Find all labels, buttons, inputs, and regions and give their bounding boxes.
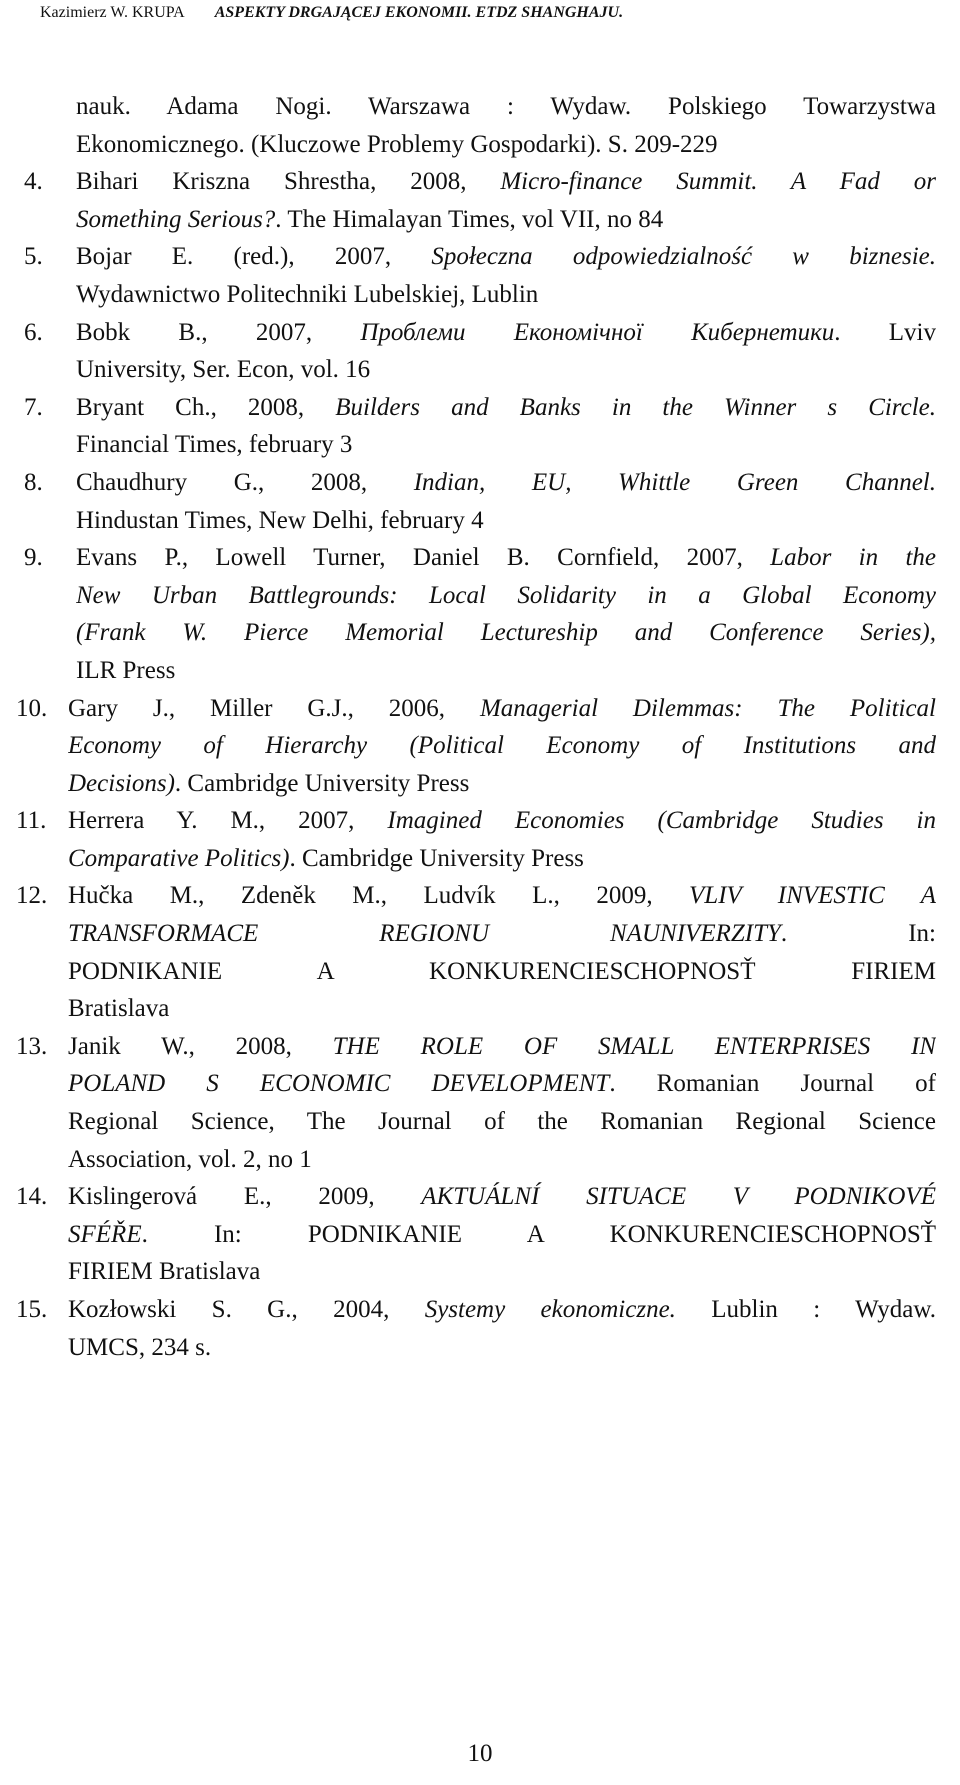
reference-item [16, 1291, 936, 1366]
text-segment: . Romanian Journal of [609, 1070, 936, 1098]
reference-text [68, 1291, 936, 1366]
text-line [68, 727, 936, 765]
reference-text [68, 1178, 936, 1291]
text-segment: ILR Press [76, 656, 176, 684]
italic-segment: Indian, EU, Whittle Green Channel. [413, 468, 936, 496]
text-segment: Wydawnictwo Politechniki Lubelskiej, Lublin [76, 280, 539, 308]
text-segment: FIRIEM Bratislava [68, 1258, 261, 1286]
text-segment: Hindustan Times, New Delhi, february 4 [76, 506, 484, 534]
text-segment: Bratislava [68, 995, 170, 1023]
reference-text [76, 539, 936, 689]
italic-segment: Imagined Economies (Cambridge Studies in [387, 807, 936, 835]
text-line [76, 464, 936, 502]
text-segment: Bihari Kriszna Shrestha, 2008, [76, 168, 501, 196]
reference-text [68, 877, 936, 1027]
text-line [76, 163, 936, 201]
text-line [68, 840, 936, 878]
reference-item [16, 802, 936, 877]
text-segment: PODNIKANIE A KONKURENCIESCHOPNOSŤ FIRIEM [68, 957, 936, 985]
text-line [68, 915, 936, 953]
text-line [68, 990, 936, 1028]
text-line [76, 426, 936, 464]
header-title: ASPEKTY DRGAJĄCEJ EKONOMII. ETDZ SHANGHAJU. [214, 4, 624, 21]
text-line [76, 126, 936, 164]
italic-segment: Economy of Hierarchy (Political Economy of Institutions and [68, 732, 936, 760]
reference-item [16, 1028, 936, 1178]
text-segment: Bojar E. (red.), 2007, [76, 243, 432, 271]
text-line [76, 201, 936, 239]
text-segment: Janik W., 2008, [68, 1032, 333, 1060]
text-line [76, 351, 936, 389]
text-segment: Gary J., Miller G.J., 2006, [68, 694, 480, 722]
italic-segment: Managerial Dilemmas: The Political [479, 694, 936, 722]
text-line [76, 502, 936, 540]
text-line [68, 1253, 936, 1291]
text-segment: Bryant Ch., 2008, [76, 393, 336, 421]
italic-segment: New Urban Battlegrounds: Local Solidarity in a Global Economy [76, 581, 936, 609]
text-line [68, 690, 936, 728]
reference-number: 11. [16, 807, 47, 835]
reference-item [24, 464, 936, 539]
italic-segment: Decisions) [68, 769, 175, 797]
italic-segment: Micro-finance Summit. A Fad or [500, 168, 936, 196]
text-segment: Association, vol. 2, no 1 [68, 1145, 312, 1173]
italic-segment: Społeczna odpowiedzialność w biznesie. [431, 243, 936, 271]
text-segment: . The Himalayan Times, vol VII, no 84 [275, 205, 664, 233]
italic-segment: Systemy ekonomiczne. [424, 1296, 676, 1323]
text-segment: . Cambridge University Press [174, 769, 470, 797]
text-segment: Hučka M., Zdeněk M., Ludvík L., 2009, [68, 882, 690, 910]
text-line [76, 539, 936, 577]
reference-item [24, 238, 936, 313]
text-line [68, 877, 936, 915]
reference-number: 7. [24, 393, 43, 421]
reference-number: 5. [24, 243, 43, 271]
reference-list [16, 88, 936, 1366]
reference-number: 8. [24, 468, 43, 496]
italic-segment: TRANSFORMACE REGIONU NAUNIVERZITY [68, 920, 781, 948]
text-line [68, 1329, 936, 1367]
reference-number: 12. [16, 882, 48, 910]
text-line [68, 1291, 936, 1329]
reference-item [24, 389, 936, 464]
reference-item [16, 877, 936, 1027]
reference-text [76, 464, 936, 539]
text-line [68, 1216, 936, 1254]
reference-item [24, 539, 936, 689]
text-segment: Kislingerová E., 2009, [68, 1183, 422, 1211]
text-line [68, 953, 936, 991]
reference-number: 6. [24, 318, 43, 346]
italic-segment: Labor in the [770, 544, 936, 572]
text-segment: University, Ser. Econ, vol. 16 [76, 356, 371, 384]
text-line [76, 614, 936, 652]
reference-text [76, 389, 936, 464]
header-author: Kazimierz W. KRUPA [40, 4, 185, 21]
text-segment: . Lviv [834, 318, 936, 346]
reference-text [68, 802, 936, 877]
text-line [76, 88, 936, 126]
text-line [68, 1028, 936, 1066]
reference-item [16, 690, 936, 803]
italic-segment: Проблеми Економічної Кибернетики [360, 318, 835, 346]
reference-item [24, 163, 936, 238]
reference-text [68, 1028, 936, 1178]
text-segment: Evans P., Lowell Turner, Daniel B. Cornfield, 2007, [76, 544, 771, 572]
italic-segment: AKTUÁLNÍ SITUACE V PODNIKOVÉ [421, 1183, 936, 1211]
text-line [76, 577, 936, 615]
text-line [68, 1141, 936, 1179]
italic-segment: SFÉŘE [68, 1220, 142, 1248]
text-segment: UMCS, 234 s. [68, 1333, 212, 1361]
reference-text [68, 690, 936, 803]
text-line [76, 652, 936, 690]
italic-segment: POLAND S ECONOMIC DEVELOPMENT [68, 1070, 610, 1098]
text-line [76, 276, 936, 314]
reference-number: 13. [16, 1032, 48, 1060]
text-line [68, 1065, 936, 1103]
text-segment: Regional Science, The Journal of the Romanian Regional Science [68, 1108, 936, 1136]
text-segment: Bobk B., 2007, [76, 318, 361, 346]
reference-number: 15. [16, 1296, 48, 1323]
text-line [68, 765, 936, 803]
italic-segment: Comparative Politics) [68, 844, 290, 872]
reference-item [24, 314, 936, 389]
text-segment: Ekonomicznego. (Kluczowe Problemy Gospodarki). S. 209-229 [76, 130, 718, 158]
reference-text [76, 314, 936, 389]
text-line [76, 314, 936, 352]
text-segment: . In: [780, 920, 936, 948]
text-segment: . Cambridge University Press [289, 844, 584, 872]
text-line [68, 1103, 936, 1141]
reference-item [16, 1178, 936, 1291]
text-segment: . In: PODNIKANIE A KONKURENCIESCHOPNOSŤ [141, 1220, 936, 1248]
italic-segment: Something Serious? [76, 205, 276, 233]
text-line [76, 238, 936, 276]
reference-number: 9. [24, 544, 43, 572]
text-line [68, 802, 936, 840]
reference-text [76, 163, 936, 238]
text-segment: Chaudhury G., 2008, [76, 468, 414, 496]
text-segment: nauk. Adama Nogi. Warszawa : Wydaw. Polskiego Towarzystwa [76, 93, 936, 120]
text-line [76, 389, 936, 427]
reference-number: 10. [16, 694, 48, 722]
italic-segment: VLIV INVESTIC A [689, 882, 936, 910]
reference-number: 14. [16, 1183, 48, 1211]
text-segment: Kozłowski S. G., 2004, [68, 1296, 425, 1323]
reference-continuation [76, 88, 936, 163]
reference-entries [16, 163, 936, 1366]
italic-segment: THE ROLE OF SMALL ENTERPRISES IN [332, 1032, 936, 1060]
reference-number: 4. [24, 168, 43, 196]
italic-segment: Builders and Banks in the Winner s Circle. [335, 393, 936, 421]
text-segment: Herrera Y. M., 2007, [68, 807, 388, 835]
text-line [68, 1178, 936, 1216]
text-segment: Lublin : Wydaw. [675, 1296, 936, 1323]
reference-text [76, 238, 936, 313]
text-segment: Financial Times, february 3 [76, 431, 353, 459]
italic-segment: (Frank W. Pierce Memorial Lectureship and Conference Series), [76, 619, 936, 647]
page-number: 10 [467, 1740, 493, 1767]
running-header [40, 4, 920, 22]
